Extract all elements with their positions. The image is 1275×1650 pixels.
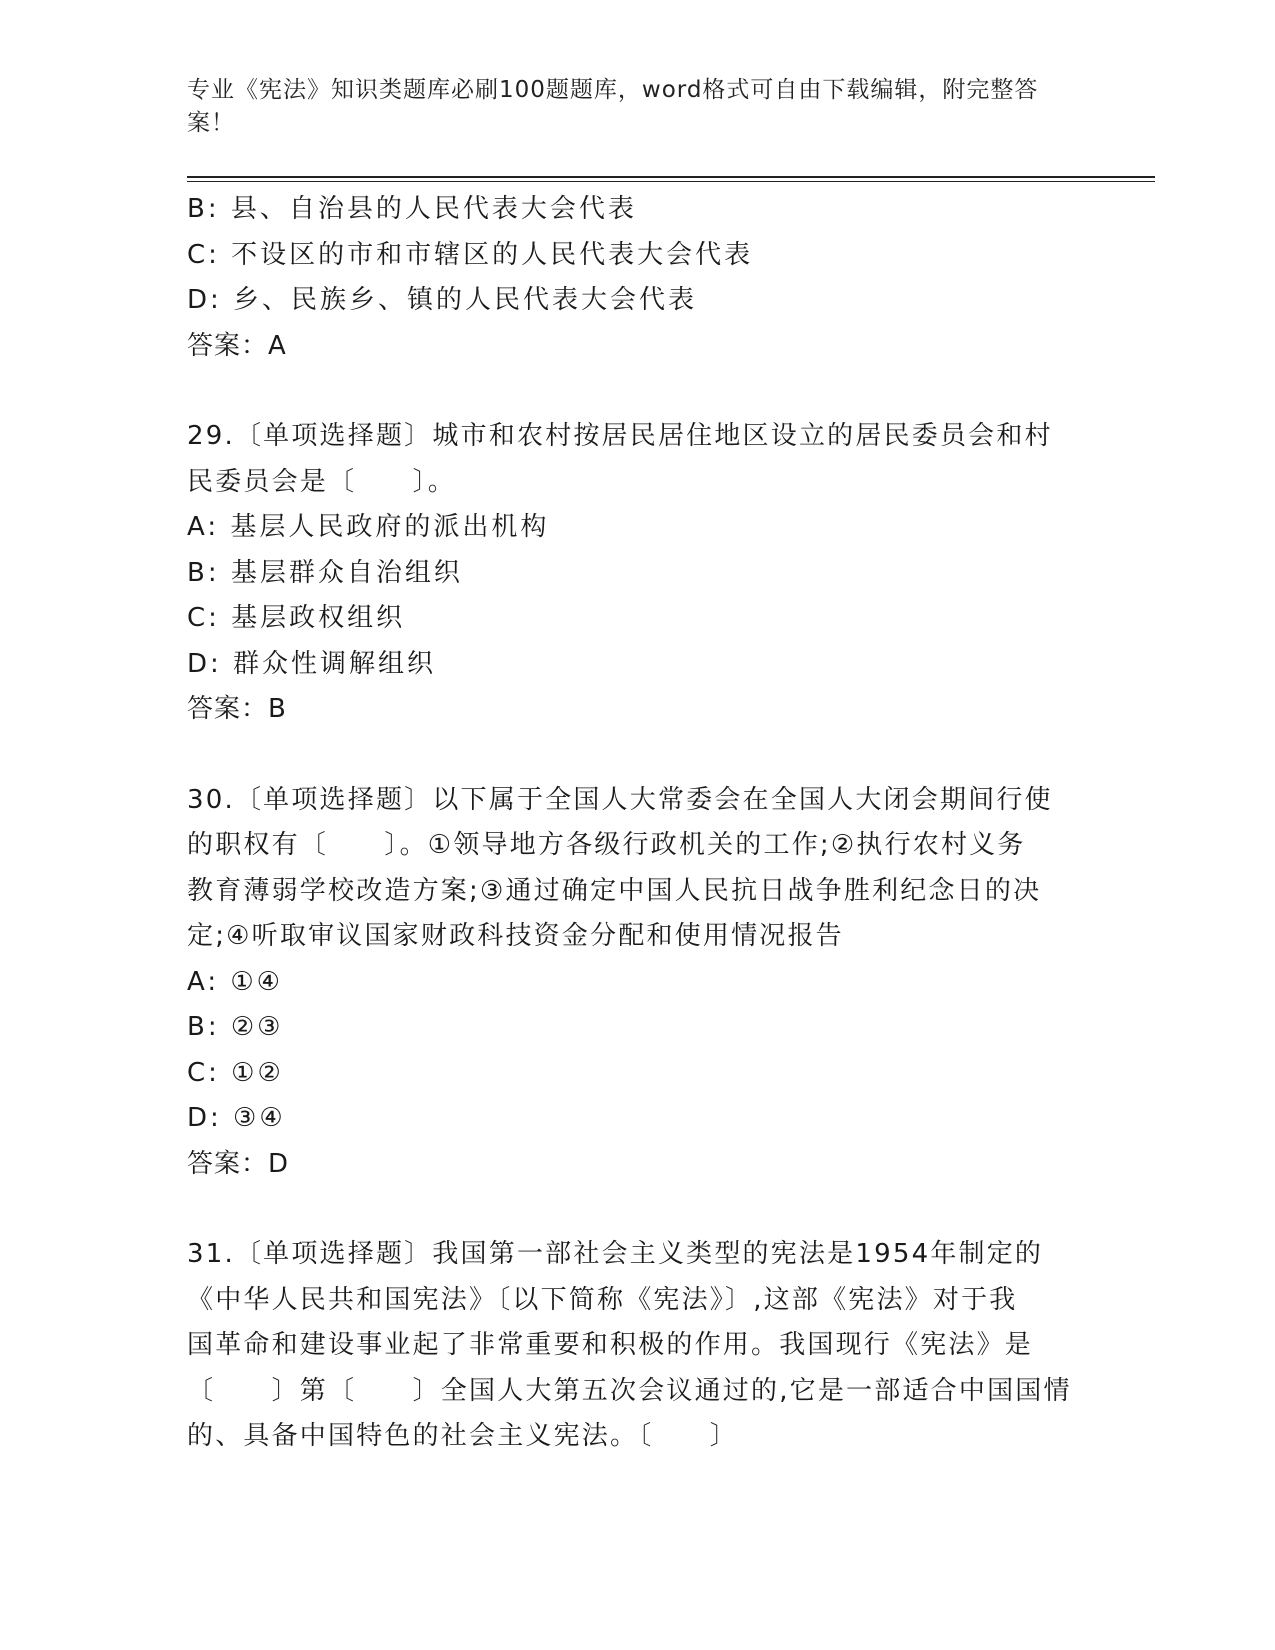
question-29 (187, 414, 1077, 733)
question-stem-line: 〔 〕第〔 〕全国人大第五次会议通过的,它是一部适合中国国情 (187, 1375, 1072, 1406)
answer-line: 答案：A (187, 330, 287, 361)
question-stem-line: 定;④听取审议国家财政科技资金分配和使用情况报告 (187, 921, 844, 951)
question-31 (187, 1232, 1077, 1460)
header-divider-thick (187, 176, 1155, 178)
option-b: B: 县、自治县的人民代表大会代表 (187, 194, 637, 224)
option-b: B: ②③ (187, 1012, 284, 1042)
question-stem-line: 31.〔单项选择题〕我国第一部社会主义类型的宪法是1954年制定的 (187, 1239, 1044, 1269)
question-stem-line: 《中华人民共和国宪法》〔以下简称《宪法》〕,这部《宪法》对于我 (187, 1284, 1018, 1315)
question-stem-line: 30.〔单项选择题〕以下属于全国人大常委会在全国人大闭会期间行使 (187, 784, 1053, 815)
question-stem-line: 29.〔单项选择题〕城市和农村按居民居住地区设立的居民委员会和村 (187, 421, 1053, 451)
option-d: D: ③④ (187, 1103, 286, 1133)
question-stem-line: 民委员会是〔 〕。 (187, 466, 457, 497)
option-d: D: 乡、民族乡、镇的人民代表大会代表 (187, 285, 698, 315)
answer-line: 答案：B (187, 694, 287, 724)
question-stem-line: 的、具备中国特色的社会主义宪法。〔 〕 (187, 1421, 739, 1451)
option-d: D: 群众性调解组织 (187, 648, 437, 679)
question-content (187, 187, 1077, 1460)
header-divider-thin (187, 181, 1155, 182)
question-30 (187, 778, 1077, 1188)
question-stem-line: 教育薄弱学校改造方案;③通过确定中国人民抗日战争胜利纪念日的决 (187, 875, 1042, 906)
header-title: 专业《宪法》知识类题库必刷100题题库，word格式可自由下载编辑，附完整答案！ (187, 77, 1039, 136)
answer-line: 答案：D (187, 1148, 290, 1179)
previous-question-tail (187, 187, 1077, 369)
question-stem-line: 的职权有〔 〕。①领导地方各级行政机关的工作;②执行农村义务 (187, 830, 1026, 860)
option-a: A: 基层人民政府的派出机构 (187, 512, 550, 542)
option-c: C: ①② (187, 1057, 284, 1088)
option-c: C: 基层政权组织 (187, 603, 406, 633)
option-a: A: ①④ (187, 966, 283, 997)
question-stem-line: 国革命和建设事业起了非常重要和积极的作用。我国现行《宪法》是 (187, 1330, 1034, 1360)
document-header (187, 74, 1067, 140)
option-b: B: 基层群众自治组织 (187, 557, 463, 588)
option-c: C: 不设区的市和市辖区的人民代表大会代表 (187, 239, 754, 270)
